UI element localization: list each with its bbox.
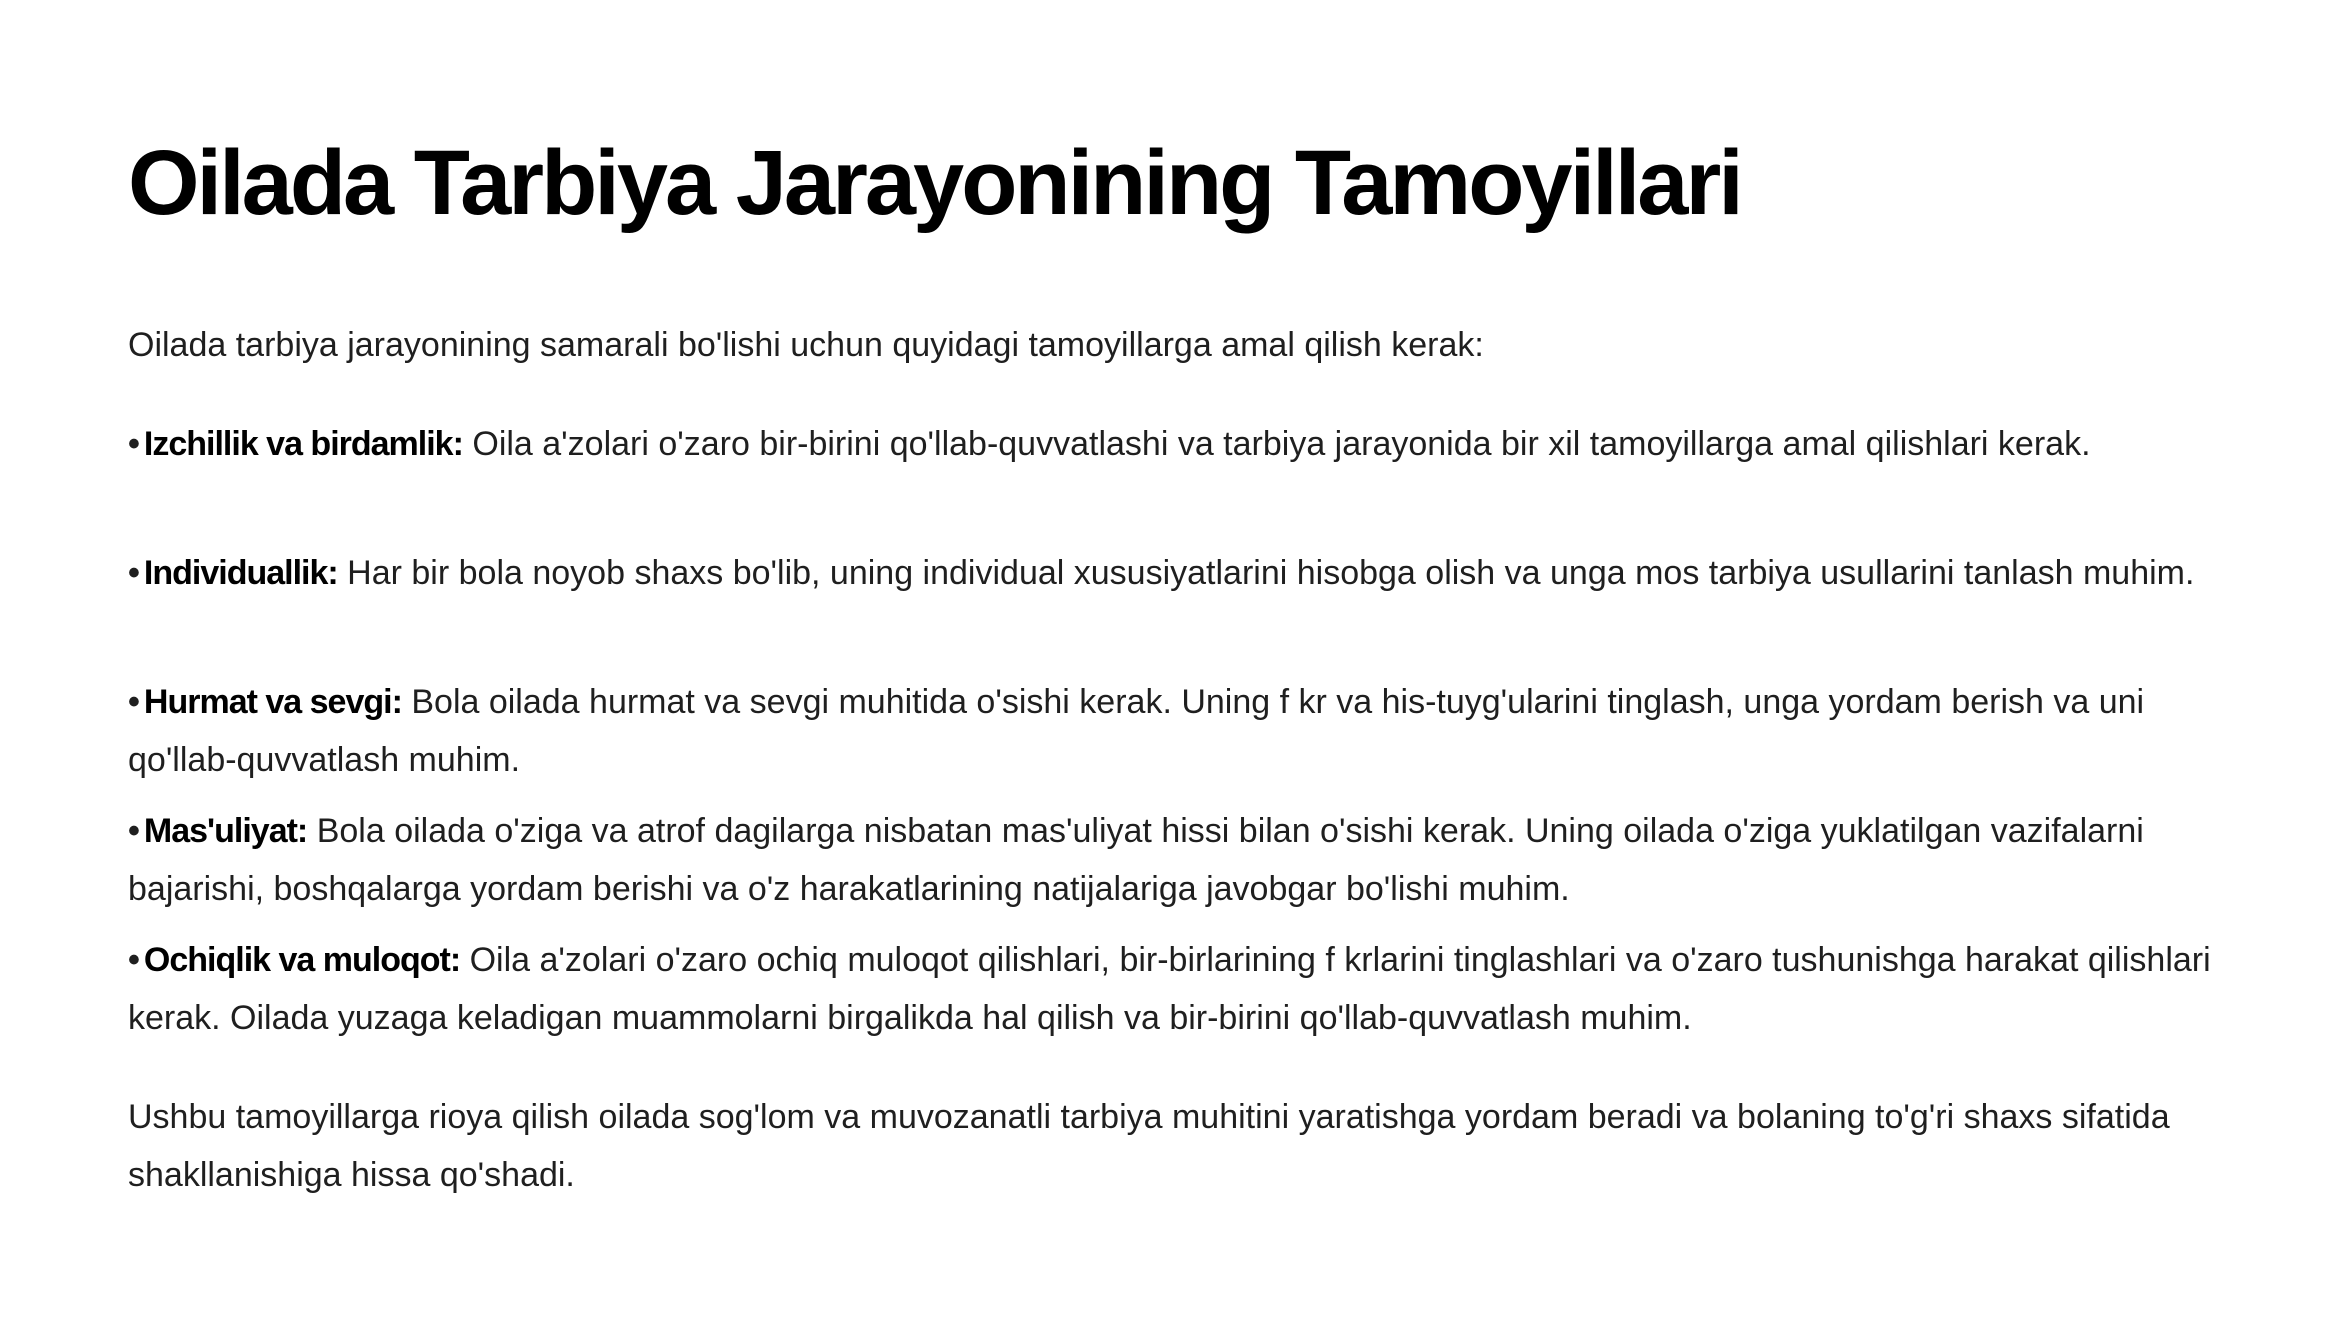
bullet-icon: • (128, 941, 140, 979)
principle-item-respect-love (128, 673, 2228, 789)
principle-term: Hurmat va sevgi: (143, 683, 402, 721)
principle-item-consistency (128, 415, 2228, 473)
principle-term: Individuallik: (143, 554, 338, 592)
principle-text: Bola oilada hurmat va sevgi muhitida o'sishi kerak. Uning f kr va his-tuyg'ularini tinglash, unga yordam berish va uni qo'llab-quvvatlash muhim. (128, 683, 2145, 779)
principle-item-openness (128, 931, 2228, 1047)
principle-text: Har bir bola noyob shaxs bo'lib, uning individual xususiyatlarini hisobga olish va unga mos tarbiya usullarini tanlash muhim. (337, 554, 2195, 592)
intro-text: Oilada tarbiya jarayonining samarali bo'lishi uchun quyidagi tamoyillarga amal qilish kerak: (128, 326, 1484, 364)
principle-item-responsibility (128, 802, 2228, 918)
bullet-icon: • (128, 554, 140, 592)
slide (128, 0, 2228, 1317)
slide-title: Oilada Tarbiya Jarayonining Tamoyillari (128, 132, 1741, 234)
conclusion-text: Ushbu tamoyillarga rioya qilish oilada sog'lom va muvozanatli tarbiya muhitini yaratishga yordam beradi va bolaning to'g'ri shaxs sifatida shakllanishiga hissa qo'shadi. (128, 1098, 2170, 1194)
bullet-icon: • (128, 812, 140, 850)
principle-text: Oila a'zolari o'zaro ochiq muloqot qilishlari, bir-birlarining f krlarini tinglashlari va o'zaro tushunishga harakat qilishlari kerak. Oilada yuzaga keladigan muammolarni birgalikda hal qilish va bir-birini qo'llab-quvvatlash muhim. (128, 941, 2211, 1037)
principle-term: Mas'uliyat: (143, 812, 308, 850)
principle-item-individuality (128, 544, 2228, 602)
principle-text: Oila a'zolari o'zaro bir-birini qo'llab-quvvatlashi va tarbiya jarayonida bir xil tamoyillarga amal qilishlari kerak. (462, 425, 2091, 463)
principle-term: Ochiqlik va muloqot: (143, 941, 461, 979)
principle-text: Bola oilada o'ziga va atrof dagilarga nisbatan mas'uliyat hissi bilan o'sishi kerak. Uning oilada o'ziga yuklatilgan vazifalarni bajarishi, boshqalarga yordam berishi va o'z harakatlarining natijalariga javobgar bo'lishi muhim. (128, 812, 2144, 908)
bullet-icon: • (128, 683, 140, 721)
principle-term: Izchillik va birdamlik: (143, 425, 463, 463)
bullet-icon: • (128, 425, 140, 463)
